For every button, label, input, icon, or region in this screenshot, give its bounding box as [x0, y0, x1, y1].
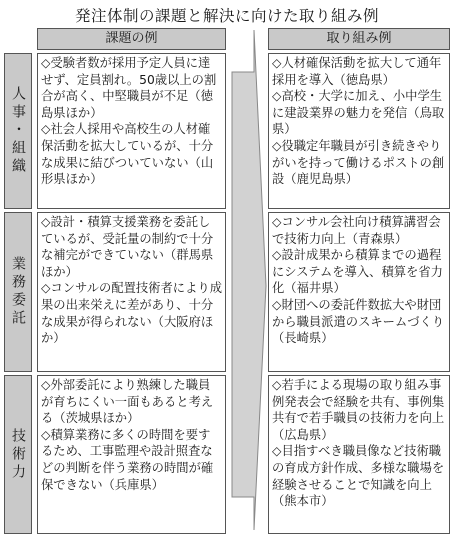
category-hr-org: [4, 53, 32, 209]
category-label: 業務委託: [10, 256, 26, 328]
category-technical-skill: [4, 375, 32, 534]
issue-box-hr-org: [37, 53, 226, 209]
category-label: 人事・組織: [10, 86, 26, 176]
action-box-hr-org: [268, 53, 450, 209]
issue-box-outsourcing: [37, 212, 226, 372]
action-item: ◇若手による現場の取り組み事例発表会で経験を共有、事例集共有で若手職員の技術力を向上（広島県）: [272, 378, 445, 442]
action-item: ◇役職定年職員が引き続きやりがいを持って働けるポストの創設（鹿児島県）: [272, 138, 445, 187]
category-label: 技術力: [10, 427, 26, 482]
actions-column-header: 取り組み例: [268, 28, 450, 50]
issue-item: ◇積算業務に多くの時間を要するため、工事監理や設計照査などの判断を伴う業務の時間が確保できない（兵庫県）: [41, 427, 214, 492]
action-item: ◇人材確保活動を拡大して通年採用を導入（徳島県）: [272, 56, 442, 87]
issue-item: ◇受験者数が採用予定人員に達せず、定員割れ。50歳以上の割合が高く、中堅職員が不足（徳島県ほか）: [41, 56, 217, 120]
action-box-technical-skill: [268, 375, 450, 534]
action-item: ◇目指すべき職員像など技術職の育成方針作成、多様な職場を経験させることで知識を向上（熊本市）: [272, 444, 445, 509]
action-item: ◇高校・大学に加え、小中学生に建設業界の魅力を発信（鳥取県）: [272, 89, 445, 137]
issue-box-technical-skill: [37, 375, 226, 534]
issues-column-header: 課題の例: [37, 28, 226, 50]
page-title: 発注体制の課題と解決に向けた取り組み例: [74, 7, 379, 25]
action-item: ◇コンサル会社向け積算講習会で技術力向上（青森県）: [272, 215, 441, 246]
action-box-outsourcing: [268, 212, 450, 372]
category-outsourcing: [4, 212, 32, 372]
issue-item: ◇外部委託により熟練した職員が育ちにくい一面もあると考える（茨城県ほか）: [41, 378, 214, 426]
action-item: ◇財団への委託件数拡大や財団から職員派遣のスキームづくり（長崎県）: [272, 297, 445, 346]
issue-item: ◇社会人採用や高校生の人材確保活動を拡大しているが、十分な成果に結びついていない（山形県ほか）: [41, 122, 214, 187]
issue-item: ◇設計・積算支援業務を委託しているが、受託量の制約で十分な補完ができていない（群馬県ほか）: [41, 215, 214, 279]
issue-item: ◇コンサルの配置技術者により成果の出来栄えに差があり、十分な成果が得られない（大阪府ほか）: [41, 281, 222, 346]
action-item: ◇設計成果から積算までの過程にシステムを導入、積算を省力化（福井県）: [272, 248, 443, 296]
